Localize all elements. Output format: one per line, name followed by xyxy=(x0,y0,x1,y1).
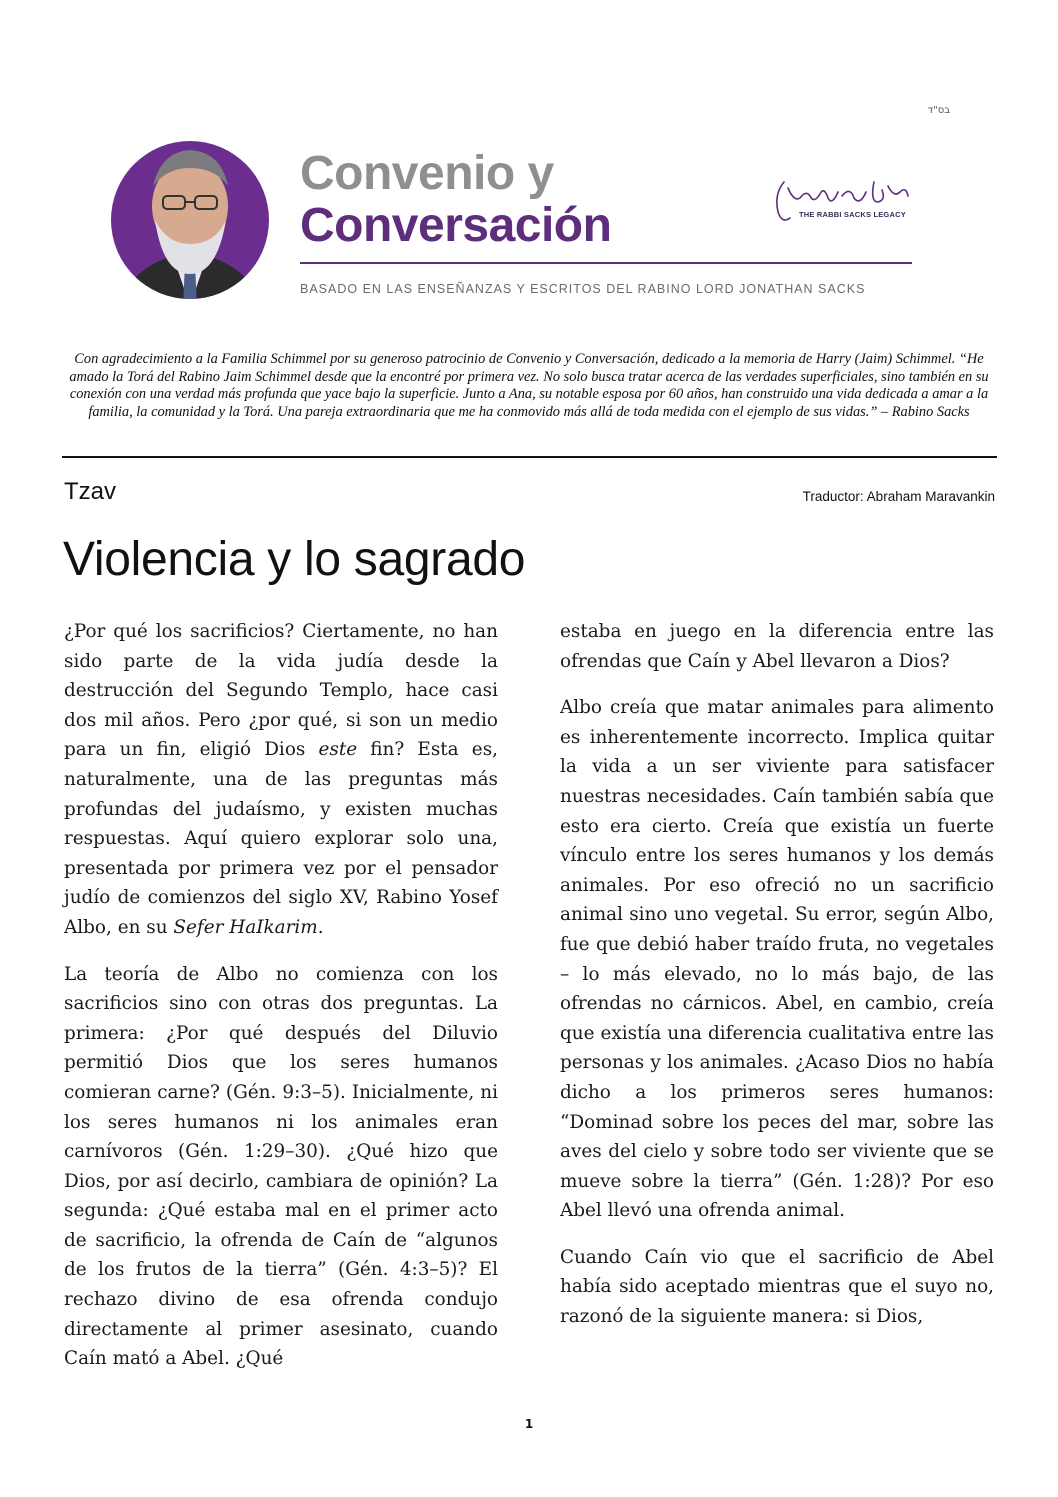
book-title: Sefer HaIkarim xyxy=(173,916,318,938)
paragraph: La teoría de Albo no comienza con los sacrificios sino con otras dos preguntas. La primera: ¿Por qué después del Diluvio permitió Dios que los seres humanos comieran carne? (Gén. 9:3–5). Inicialmente, ni los seres humanos ni los animales eran carnívoros (Gén. 1:29–30). ¿Qué hizo que Dios, por así decirlo, cambiara de opinión? La segunda: ¿Qué estaba mal en el primer acto de sacrificio, la ofrenda de Caín de “algunos de los frutos de la tierra” (Gén. 4:3–5)? El rechazo divino de esa ofrenda condujo directamente al primer asesinato, cuando Caín mató a Abel. ¿Qué xyxy=(64,963,498,1370)
text-run: fin? Esta es, naturalmente, una de las preguntas más profundas del judaísmo, y existen muchas respuestas. Aquí quiero explorar solo una, presentada por primera vez por el pensador judío de comienzos del siglo XV, Rabino Yosef Albo, en su xyxy=(64,739,498,938)
text-run: . xyxy=(317,916,324,938)
paragraph: estaba en juego en la diferencia entre las ofrendas que Caín y Abel llevaron a Dios? xyxy=(560,621,994,672)
article-title: Violencia y lo sagrado xyxy=(63,533,526,586)
newsletter-subtitle: BASADO EN LAS ENSEÑANZAS Y ESCRITOS DEL RABINO LORD JONATHAN SACKS xyxy=(300,282,866,296)
title-line-2: Conversación xyxy=(300,199,612,252)
dedication-text: Con agradecimiento a la Familia Schimmel por su generoso patrocinio de Convenio y Conversación, dedicado a la memoria de Harry (Jaim) Schimmel. “He amado la Torá del Rabino Jaim Schimmel desde que la encontré por primera vez. No solo busca tratar acerca de las verdades superficiales, sino también en su conexión con una verdad más profunda que yace bajo la superficie. Junto a Ana, su notable esposa por 60 años, han construido una vida dedicada a amar a la familia, la comunidad y la Torá. Una pareja extraordinaria que me ha conmovido más allá de toda medida con el ejemplo de sus vidas.” – Rabino Sacks xyxy=(69,351,989,420)
page-number: 1 xyxy=(524,1417,534,1431)
jonathan-sacks-signature-logo xyxy=(770,172,915,232)
article-column-left xyxy=(64,617,498,1391)
article-column-right xyxy=(560,617,994,1349)
text-run: ¿Por qué los sacrificios? Ciertamente, no han sido parte de la vida judía desde la destrucción del Segundo Templo, hace casi dos mil años. Pero ¿por qué, si son un medio para un fin, eligió Dios xyxy=(64,621,498,761)
paragraph: Albo creía que matar animales para alimento es inherentemente incorrecto. Implica quitar la vida a un ser viviente para satisfacer nuestras necesidades. Caín también sabía que esto era cierto. Creía que existía un fuerte vínculo entre los seres humanos y los demás animales. Por eso ofreció no un sacrificio animal sino uno vegetal. Su error, según Albo, fue que debió haber traído fruta, no vegetales – lo más elevado, no lo más bajo, de las ofrendas no cárnicos. Abel, en cambio, creía que existía una diferencia cualitativa entre las personas y los animales. ¿Acaso Dios no había dicho a los primeros seres humanos: “Dominad sobre los peces del mar, sobre las aves del cielo y sobre todo ser viviente que se mueve sobre la tierra” (Gén. 1:28)? Por eso Abel llevó una ofrenda animal. xyxy=(560,697,994,1222)
parasha-name: Tzav xyxy=(64,478,117,505)
rabbi-portrait xyxy=(111,134,269,306)
legacy-tagline: THE RABBI SACKS LEGACY xyxy=(799,210,906,219)
paragraph xyxy=(64,617,498,943)
bsd-mark: בס"ד xyxy=(927,105,950,116)
header-divider xyxy=(300,262,912,264)
emphasis-text: este xyxy=(318,739,358,761)
section-divider xyxy=(62,456,997,458)
translator-credit: Traductor: Abraham Maravankin xyxy=(802,489,995,504)
title-line-1: Convenio y xyxy=(300,147,554,200)
paragraph: Cuando Caín vio que el sacrificio de Abel había sido aceptado mientras que el suyo no, razonó de la siguiente manera: si Dios, xyxy=(560,1246,994,1328)
